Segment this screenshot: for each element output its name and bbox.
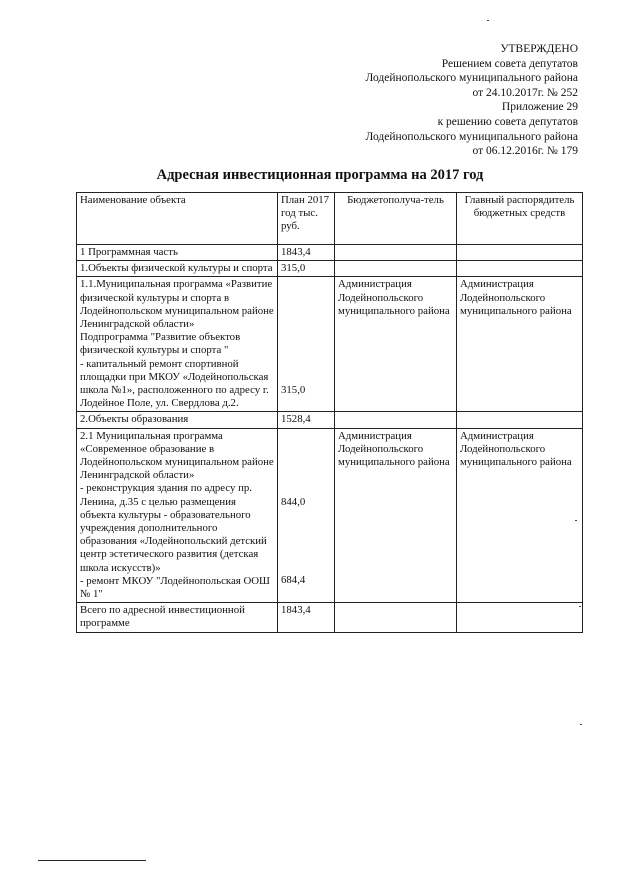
header-manager: Главный распорядитель бюджетных средств (457, 193, 583, 245)
approval-line: к решению совета депутатов (437, 115, 578, 128)
empty-cell (335, 261, 457, 277)
table-header-row (77, 193, 583, 245)
empty-cell (335, 603, 457, 632)
empty-cell (457, 261, 583, 277)
header-recipient: Бюджетополуча-тель (335, 193, 457, 245)
empty-cell (457, 245, 583, 261)
section1-manager: Администрация Лодейнопольского муниципального района (457, 277, 583, 412)
section1-recipient: Администрация Лодейнопольского муниципального района (335, 277, 457, 412)
total-plan: 1843,4 (278, 603, 335, 632)
table-row (77, 245, 583, 261)
section2-item1: - реконструкция здания по адресу пр. Ленина, д.35 с целью размещения объекта культуры - образовательного учреждения дополнительного образования «Лодейнопольский детский центр эстетического развития (детская школа искусств)» (80, 482, 267, 574)
approval-line: Лодейнопольского муниципального района (365, 130, 578, 143)
section1-plan: 315,0 (278, 261, 335, 277)
table-row (77, 261, 583, 277)
investment-program-table (76, 192, 583, 633)
section2-name: 2.Объекты образования (77, 412, 278, 428)
section2-item1-plan: 844,0 (281, 495, 306, 508)
header-object-name: Наименование объекта (77, 193, 278, 245)
approval-block (365, 42, 578, 159)
header-plan: План 2017 год тыс. руб. (278, 193, 335, 245)
table-row (77, 603, 583, 632)
section2-program: 2.1 Муниципальная программа «Современное образование в Лодейнопольском муниципальном районе Ленинградской области» (80, 429, 274, 482)
footnote-divider (38, 860, 146, 861)
empty-cell (335, 245, 457, 261)
section1-details (77, 277, 278, 412)
scan-speck (580, 724, 582, 725)
approval-line: от 06.12.2016г. № 179 (472, 145, 578, 158)
approval-line: от 24.10.2017г. № 252 (472, 86, 578, 99)
section2-item2: - ремонт МКОУ "Лодейнопольская ООШ № 1" (80, 574, 270, 601)
section2-plans-cell (278, 428, 335, 603)
section2-manager: Администрация Лодейнопольского муниципального района (457, 428, 583, 603)
section1-item-plan-cell (278, 277, 335, 412)
section2-item2-plan: 684,4 (281, 573, 306, 586)
table-row (77, 277, 583, 412)
approval-line: Приложение 29 (501, 101, 578, 114)
table-row (77, 428, 583, 603)
scan-speck (575, 520, 577, 521)
program-part-name: 1 Программная часть (77, 245, 278, 261)
section1-subprogram: Подпрограмма "Развитие объектов физической культуры и спорта " (80, 331, 241, 357)
empty-cell (457, 603, 583, 632)
empty-cell (457, 412, 583, 428)
approval-line: УТВЕРЖДЕНО (500, 43, 578, 55)
section2-details (77, 428, 278, 603)
empty-cell (335, 412, 457, 428)
scan-speck (487, 20, 489, 21)
total-name: Всего по адресной инвестиционной программе (77, 603, 278, 632)
section1-name: 1.Объекты физической культуры и спорта (77, 261, 278, 277)
scan-speck (579, 606, 581, 607)
section1-item: - капитальный ремонт спортивной площадки при МКОУ «Лодейнопольская школа №1», расположенного по адресу г. Лодейное Поле, ул. Свердлова д.2. (80, 357, 269, 410)
program-part-plan: 1843,4 (278, 245, 335, 261)
section2-plan: 1528,4 (278, 412, 335, 428)
approval-line: Лодейнопольского муниципального района (365, 72, 578, 85)
section1-item-plan: 315,0 (281, 384, 306, 397)
document-title: Адресная инвестиционная программа на 2017 год (156, 167, 484, 183)
approval-line: Решением совета депутатов (441, 57, 578, 70)
section2-recipient: Администрация Лодейнопольского муниципального района (335, 428, 457, 603)
section1-program: 1.1.Муниципальная программа «Развитие физической культуры и спорта в Лодейнопольском муниципальном районе Ленинградской области» (80, 278, 274, 331)
table-row (77, 412, 583, 428)
